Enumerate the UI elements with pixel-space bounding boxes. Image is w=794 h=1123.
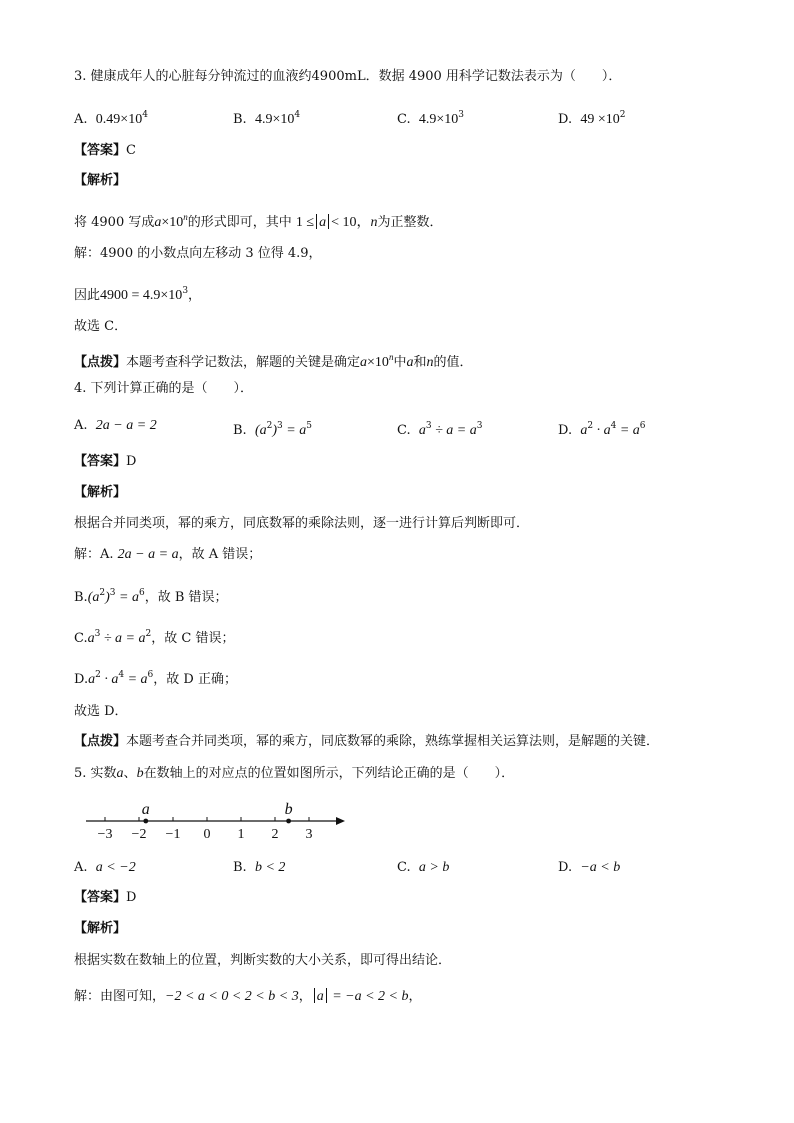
q3-option-a[interactable]: A. $0.49\times 10^4$ bbox=[74, 110, 148, 127]
q4-option-b[interactable]: B. $(a^2)^3 = a^5$ bbox=[233, 421, 312, 438]
q3-solution-line-3: 故选 C． bbox=[74, 319, 128, 334]
q5-stem: 5. 实数a、b在数轴上的对应点的位置如图所示，下列结论正确的是（ ）． bbox=[74, 766, 515, 781]
q5-analysis: 根据实数在数轴上的位置，判断实数的大小关系，即可得出结论． bbox=[74, 953, 452, 968]
number-line-arrow-icon bbox=[336, 817, 345, 825]
q3-solution-line-1: 解：4900 的小数点向左移动 3 位得 4.9， bbox=[74, 246, 322, 261]
q3-analysis: 将 4900 写成$a\times 10^n$的形式即可，其中 1 ≤ a < 10，n为正整数． bbox=[74, 212, 443, 230]
q4-solution-b: $B.(a^2)^3 = a^6$，故 B 错误； bbox=[74, 588, 228, 605]
q4-comment: 【点拨】本题考查合并同类项，幂的乘方，同底数幂的乘除，熟练掌握相关运算法则，是解题的关键． bbox=[74, 734, 660, 749]
q4-answer bbox=[74, 453, 136, 471]
q4-option-d[interactable]: D. $a^2 \cdot a^4 = a^6$ bbox=[558, 421, 646, 438]
tick-label: −2 bbox=[131, 827, 147, 842]
point-a-label: a bbox=[141, 801, 150, 818]
tick-label: 3 bbox=[305, 827, 313, 842]
q4-analysis-tag: 【解析】 bbox=[74, 485, 127, 500]
q4-option-a[interactable]: A. 2a − a = 2 bbox=[74, 418, 157, 433]
q3-solution-line-2: 因此$4900 = 4.9\times 10^3$， bbox=[74, 286, 202, 303]
number-line-figure bbox=[80, 796, 350, 844]
q3-comment: 【点拨】本题考查科学记数法，解题的关键是确定$a\times 10^n$中a和n的值． bbox=[74, 352, 473, 370]
tick-label: 2 bbox=[271, 827, 279, 842]
q5-option-c[interactable]: C. a > b bbox=[397, 860, 450, 875]
q5-option-d[interactable]: D. −a < b bbox=[558, 860, 621, 875]
q3-option-c[interactable]: C. $4.9\times 10^3$ bbox=[397, 110, 465, 127]
point-a-dot bbox=[143, 819, 148, 824]
q3-option-d[interactable]: D. $49 \times 10^2$ bbox=[558, 110, 626, 127]
answer-tag: 【答案】 bbox=[74, 890, 127, 905]
q4-analysis: 根据合并同类项，幂的乘方，同底数幂的乘除法则，逐一进行计算后判断即可． bbox=[74, 516, 530, 531]
q3-stem: 3. 健康成年人的心脏每分钟流过的血液约4900mL．数据 4900 用科学记数法表示为（ ）． bbox=[74, 69, 622, 84]
q5-answer bbox=[74, 889, 136, 907]
q4-stem: 4. 下列计算正确的是（ ）． bbox=[74, 381, 254, 396]
q3-option-b[interactable]: B. $4.9\times 10^4$ bbox=[233, 110, 301, 127]
q5-solution: 解：由图可知，−2 < a < 0 < 2 < b < 3， a = −a < 2 < b， bbox=[74, 989, 422, 1004]
point-b-dot bbox=[286, 819, 291, 824]
answer-tag: 【答案】 bbox=[74, 454, 127, 469]
tick-label: −1 bbox=[165, 827, 181, 842]
q3-analysis-tag: 【解析】 bbox=[74, 173, 127, 188]
q4-option-c[interactable]: C. $a^3 \div a = a^3$ bbox=[397, 421, 483, 438]
q4-solution-a: 解：A. 2a − a = a，故 A 错误； bbox=[74, 547, 262, 562]
q5-analysis-tag: 【解析】 bbox=[74, 921, 127, 936]
q5-option-a[interactable]: A. a < −2 bbox=[74, 860, 136, 875]
q4-conclusion: 故选 D． bbox=[74, 704, 128, 719]
q4-solution-d: $D.a^2 \cdot a^4 = a^6$，故 D 正确； bbox=[74, 670, 237, 687]
q3-answer bbox=[74, 142, 136, 160]
answer-tag: 【答案】 bbox=[74, 143, 127, 158]
answer-value: D bbox=[126, 890, 137, 905]
q4-solution-c: $C.a^3 \div a = a^2$，故 C 错误； bbox=[74, 629, 235, 646]
q5-option-b[interactable]: B. b < 2 bbox=[233, 860, 286, 875]
answer-value: C bbox=[126, 143, 136, 158]
tick-label: 0 bbox=[203, 827, 211, 842]
tick-label: −3 bbox=[97, 827, 113, 842]
answer-value: D bbox=[126, 454, 137, 469]
point-b-label: b bbox=[284, 801, 293, 818]
tick-label: 1 bbox=[237, 827, 245, 842]
